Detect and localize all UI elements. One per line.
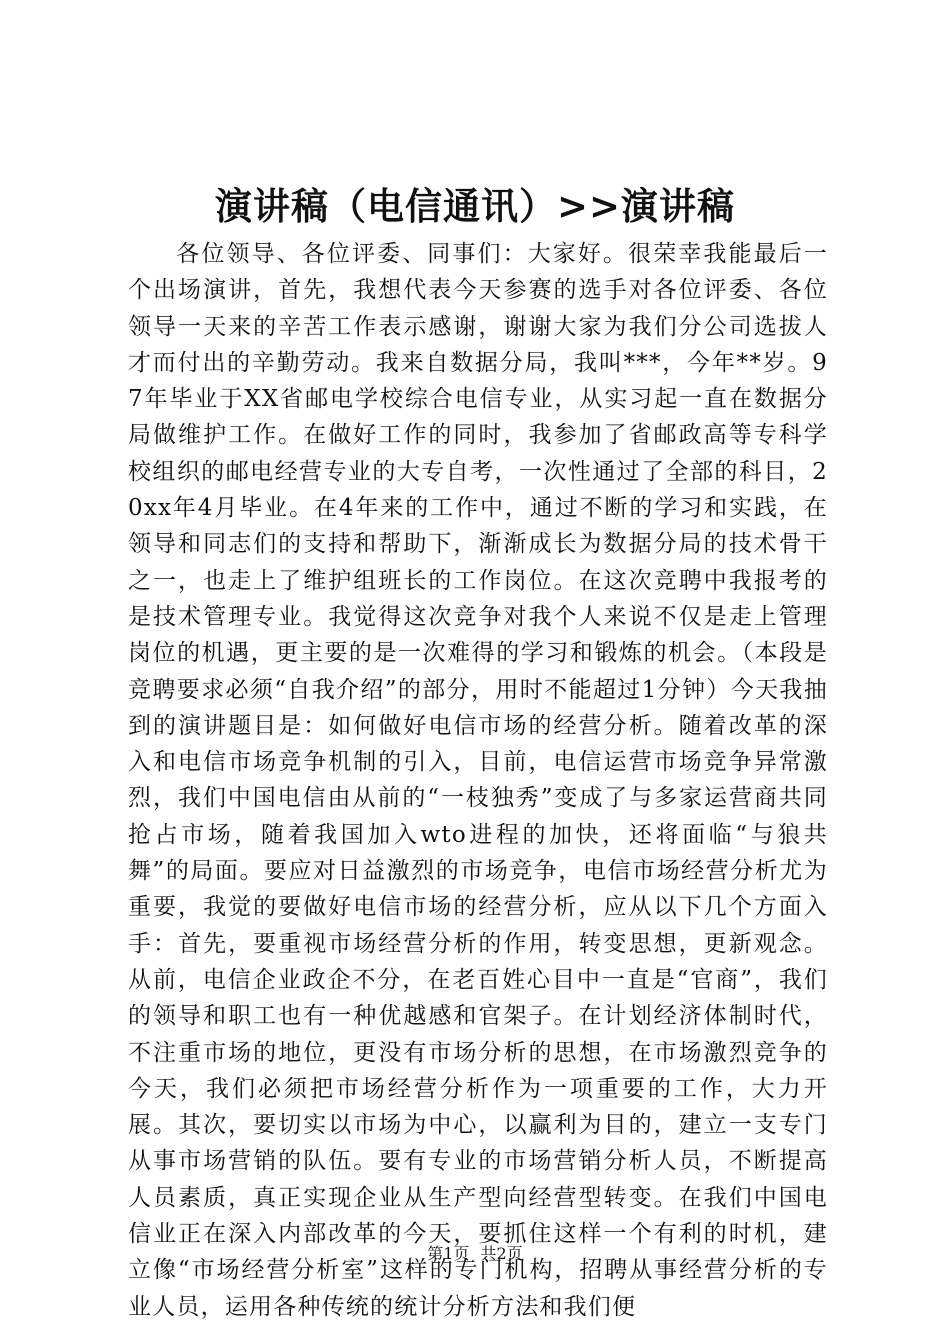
document-title: 演讲稿（电信通讯）>>演讲稿 [214,184,735,228]
page-footer [0,1242,950,1266]
document-body-paragraph: 各位领导、各位评委、同事们：大家好。很荣幸我能最后一个出场演讲，首先，我想代表今天参赛的选手对各位评委、各位领导一天来的辛苦工作表示感谢，谢谢大家为我们分公司选拔人才而付出的辛勤劳动。我来自数据分局，我叫***，今年**岁。97年毕业于XX省邮电学校综合电信专业，从实习起一直在数据分局做维护工作。在做好工作的同时，我参加了省邮政高等专科学校组织的邮电经营专业的大专自考，一次性通过了全部的科目，20xx年4月毕业。在4年来的工作中，通过不断的学习和实践，在领导和同志们的支持和帮助下，渐渐成长为数据分局的技术骨干之一，也走上了维护组班长的工作岗位。在这次竞聘中我报考的是技术管理专业。我觉得这次竞争对我个人来说不仅是走上管理岗位的机遇，更主要的是一次难得的学习和锻炼的机会。（本段是竞聘要求必须“自我介绍”的部分，用时不能超过1分钟）今天我抽到的演讲题目是：如何做好电信市场的经营分析。随着改革的深入和电信市场竞争机制的引入，目前，电信运营市场竞争异常激烈，我们中国电信由从前的“一枝独秀”变成了与多家运营商共同抢占市场，随着我国加入wto进程的加快，还将面临“与狼共舞”的局面。要应对日益激烈的市场竞争，电信市场经营分析尤为重要，我觉的要做好电信市场的经营分析，应从以下几个方面入手：首先，要重视市场经营分析的作用，转变思想，更新观念。从前，电信企业政企不分，在老百姓心目中一直是“官商”，我们的领导和职工也有一种优越感和官架子。在计划经济体制时代，不注重市场的地位，更没有市场分析的思想，在市场激烈竞争的今天，我们必须把市场经营分析作为一项重要的工作，大力开展。其次，要切实以市场为中心，以赢利为目的，建立一支专门从事市场营销的队伍。要有专业的市场营销分析人员，不断提高人员素质，真正实现企业从生产型向经营型转变。在我们中国电信业正在深入内部改革的今天，要抓住这样一个有利的时机，建立像“市场经营分析室”这样的专门机构，招聘从事经营分析的专业人员，运用各种传统的统计分析方法和我们便 [128,241,828,1320]
page-number-current: 第1页 [427,1244,470,1263]
page-number-total: 共2页 [480,1244,523,1263]
